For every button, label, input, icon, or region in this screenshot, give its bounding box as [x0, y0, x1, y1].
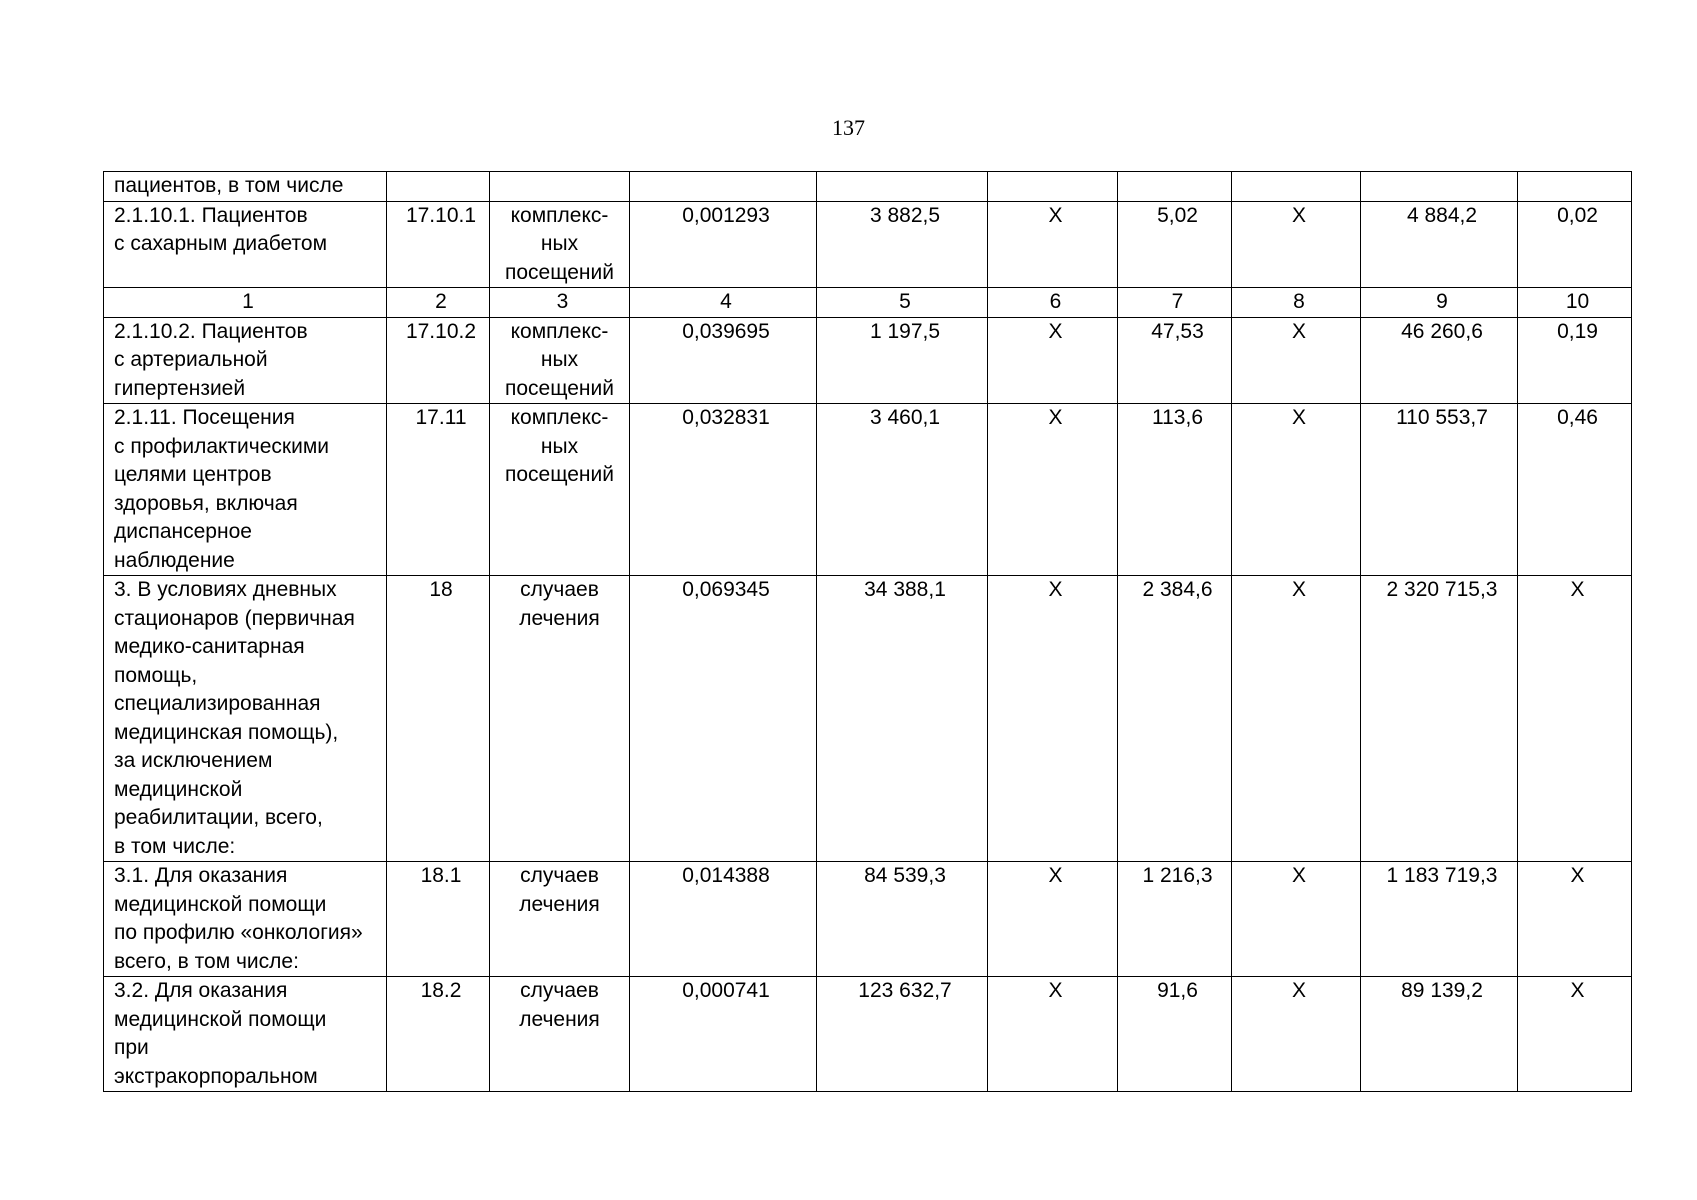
- value-cell-col-6: Х: [988, 862, 1118, 977]
- table-row: [104, 404, 1632, 576]
- value-cell-col-9: [1361, 172, 1518, 202]
- unit-line: случаев: [520, 864, 599, 887]
- value-cell-col-7: 1 216,3: [1118, 862, 1232, 977]
- indicator-name-line: экстракорпоральном: [114, 1064, 318, 1088]
- value-cell-col-10: 0,19: [1518, 317, 1632, 404]
- column-number-cell: 5: [817, 288, 988, 318]
- unit-line: посещений: [504, 376, 614, 400]
- value-cell-col-10: Х: [1518, 977, 1632, 1092]
- column-number-cell: 8: [1232, 288, 1361, 318]
- unit-cell: [490, 172, 630, 202]
- unit-line: ных: [540, 348, 579, 371]
- value-cell-col-5: 1 197,5: [817, 317, 988, 404]
- unit-cell: [490, 201, 630, 288]
- indicator-name-line: 3.1. Для оказания: [114, 864, 288, 887]
- unit-line: посещений: [504, 260, 614, 284]
- unit-cell: [490, 317, 630, 404]
- value-cell-col-4: 0,001293: [630, 201, 817, 288]
- value-cell-col-4: 0,032831: [630, 404, 817, 576]
- unit-cell: [490, 576, 630, 862]
- value-cell-col-9: 1 183 719,3: [1361, 862, 1518, 977]
- unit-line: случаев: [520, 979, 599, 1002]
- unit-line: комплекс-: [510, 319, 609, 343]
- row-code-cell: 17.10.1: [387, 201, 490, 288]
- indicator-name-line: с артериальной: [114, 348, 268, 371]
- table-row: [104, 317, 1632, 404]
- value-cell-col-7: 113,6: [1118, 404, 1232, 576]
- data-table: [103, 171, 1632, 1092]
- unit-line: комплекс-: [510, 406, 609, 429]
- value-cell-col-8: Х: [1232, 201, 1361, 288]
- indicator-name-cell: [104, 862, 387, 977]
- column-number-cell: 6: [988, 288, 1118, 318]
- column-number-cell: 4: [630, 288, 817, 318]
- value-cell-col-8: Х: [1232, 317, 1361, 404]
- value-cell-col-5: 3 460,1: [817, 404, 988, 576]
- row-code-cell: 18: [387, 576, 490, 862]
- value-cell-col-5: 3 882,5: [817, 201, 988, 288]
- indicator-name-line: медицинской: [114, 777, 243, 801]
- value-cell-col-10: [1518, 172, 1632, 202]
- column-number-cell: 7: [1118, 288, 1232, 318]
- indicator-name-cell: [104, 576, 387, 862]
- indicator-name-line: 2.1.10.1. Пациентов: [114, 203, 308, 227]
- value-cell-col-6: Х: [988, 576, 1118, 862]
- value-cell-col-10: Х: [1518, 862, 1632, 977]
- value-cell-col-6: Х: [988, 404, 1118, 576]
- indicator-name-line: 3. В условиях дневных: [114, 578, 337, 601]
- indicator-name-line: целями центров: [114, 463, 272, 486]
- table-row: [104, 201, 1632, 288]
- indicator-name-line: в том числе:: [114, 834, 236, 858]
- value-cell-col-6: Х: [988, 977, 1118, 1092]
- unit-line: лечения: [519, 606, 600, 630]
- table-body: [104, 172, 1632, 1092]
- value-cell-col-4: 0,069345: [630, 576, 817, 862]
- unit-line: ных: [540, 232, 579, 255]
- value-cell-col-6: Х: [988, 201, 1118, 288]
- indicator-name-line: медико-санитарная: [114, 635, 305, 658]
- value-cell-col-10: 0,46: [1518, 404, 1632, 576]
- indicator-name-line: медицинской помощи: [114, 1007, 327, 1031]
- value-cell-col-7: 5,02: [1118, 201, 1232, 288]
- value-cell-col-4: [630, 172, 817, 202]
- table-row: [104, 977, 1632, 1092]
- indicator-name-cell: [104, 172, 387, 202]
- indicator-name-line: по профилю «онкология»: [114, 921, 363, 944]
- value-cell-col-10: Х: [1518, 576, 1632, 862]
- value-cell-col-5: 84 539,3: [817, 862, 988, 977]
- value-cell-col-4: 0,014388: [630, 862, 817, 977]
- row-code-cell: 18.1: [387, 862, 490, 977]
- indicator-name-line: всего, в том числе:: [114, 949, 299, 973]
- row-code-cell: 18.2: [387, 977, 490, 1092]
- value-cell-col-7: 2 384,6: [1118, 576, 1232, 862]
- unit-line: случаев: [520, 578, 599, 601]
- unit-line: лечения: [519, 892, 600, 916]
- indicator-name-line: с профилактическими: [114, 434, 329, 458]
- indicator-name-cell: [104, 201, 387, 288]
- unit-line: лечения: [519, 1007, 600, 1031]
- unit-cell: [490, 977, 630, 1092]
- indicator-name-line: реабилитации, всего,: [114, 806, 323, 829]
- value-cell-col-6: [988, 172, 1118, 202]
- indicator-name-line: наблюдение: [114, 548, 235, 572]
- value-cell-col-10: 0,02: [1518, 201, 1632, 288]
- column-number-row: [104, 288, 1632, 318]
- value-cell-col-7: [1118, 172, 1232, 202]
- unit-cell: [490, 862, 630, 977]
- indicator-name-cell: [104, 404, 387, 576]
- value-cell-col-7: 47,53: [1118, 317, 1232, 404]
- indicator-name-line: специализированная: [114, 692, 321, 715]
- unit-cell: [490, 404, 630, 576]
- value-cell-col-8: Х: [1232, 404, 1361, 576]
- value-cell-col-8: Х: [1232, 862, 1361, 977]
- column-number-cell: 2: [387, 288, 490, 318]
- indicator-name-line: стационаров (первичная: [114, 606, 355, 630]
- indicator-name-line: при: [114, 1036, 149, 1059]
- value-cell-col-8: Х: [1232, 977, 1361, 1092]
- value-cell-col-4: 0,039695: [630, 317, 817, 404]
- value-cell-col-9: 46 260,6: [1361, 317, 1518, 404]
- value-cell-col-9: 2 320 715,3: [1361, 576, 1518, 862]
- value-cell-col-9: 89 139,2: [1361, 977, 1518, 1092]
- indicator-name-line: 3.2. Для оказания: [114, 979, 288, 1002]
- indicator-name-line: 2.1.11. Посещения: [114, 406, 295, 429]
- value-cell-col-4: 0,000741: [630, 977, 817, 1092]
- row-code-cell: 17.11: [387, 404, 490, 576]
- column-number-cell: 10: [1518, 288, 1632, 318]
- indicator-name-line: пациентов, в том числе: [114, 174, 344, 197]
- indicator-name-cell: [104, 977, 387, 1092]
- indicator-name-line: медицинской помощи: [114, 892, 327, 916]
- unit-line: посещений: [504, 463, 614, 486]
- row-code-cell: 17.10.2: [387, 317, 490, 404]
- column-number-cell: 9: [1361, 288, 1518, 318]
- table-row: [104, 172, 1632, 202]
- indicator-name-line: за исключением: [114, 749, 273, 772]
- table-row: [104, 862, 1632, 977]
- value-cell-col-9: 110 553,7: [1361, 404, 1518, 576]
- indicator-name-line: с сахарным диабетом: [114, 232, 328, 255]
- unit-line: ных: [540, 434, 579, 458]
- indicator-name-cell: [104, 317, 387, 404]
- unit-line: комплекс-: [510, 203, 609, 227]
- value-cell-col-8: [1232, 172, 1361, 202]
- value-cell-col-5: 34 388,1: [817, 576, 988, 862]
- indicator-name-line: помощь,: [114, 663, 198, 687]
- value-cell-col-5: 123 632,7: [817, 977, 988, 1092]
- indicator-name-line: медицинская помощь),: [114, 720, 339, 744]
- value-cell-col-9: 4 884,2: [1361, 201, 1518, 288]
- row-code-cell: [387, 172, 490, 202]
- value-cell-col-5: [817, 172, 988, 202]
- value-cell-col-8: Х: [1232, 576, 1361, 862]
- value-cell-col-6: Х: [988, 317, 1118, 404]
- column-number-cell: 1: [104, 288, 387, 318]
- value-cell-col-7: 91,6: [1118, 977, 1232, 1092]
- indicator-name-line: гипертензией: [114, 376, 246, 400]
- page-number: 137: [832, 115, 865, 140]
- column-number-cell: 3: [490, 288, 630, 318]
- indicator-name-line: здоровья, включая: [114, 491, 298, 515]
- indicator-name-line: диспансерное: [114, 520, 252, 543]
- indicator-name-line: 2.1.10.2. Пациентов: [114, 319, 308, 343]
- table-row: [104, 576, 1632, 862]
